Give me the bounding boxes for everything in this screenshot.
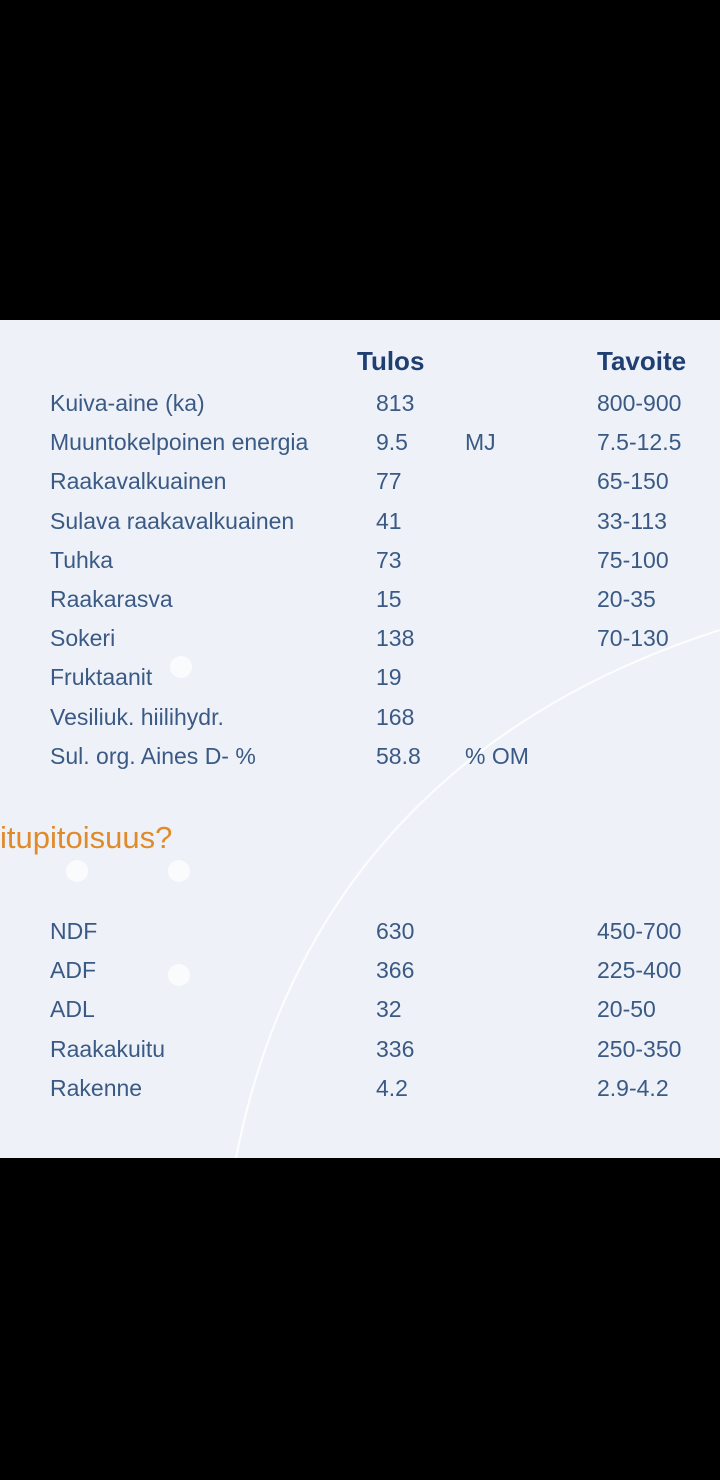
row-target: 20-50 (597, 996, 656, 1023)
table-row (0, 547, 720, 583)
row-value: 73 (376, 546, 402, 573)
row-label: Vesiliuk. hiilihydr. (50, 703, 224, 730)
row-value: 4.2 (376, 1074, 408, 1101)
row-label: ADF (50, 957, 96, 984)
table-row (0, 429, 720, 465)
row-label: Muuntokelpoinen energia (50, 429, 309, 456)
table-row (0, 390, 720, 426)
row-value: 366 (376, 957, 415, 984)
row-target: 65-150 (597, 468, 669, 495)
row-target: 33-113 (597, 507, 667, 534)
table-row (0, 957, 720, 993)
table-row (0, 664, 720, 700)
row-label: Raakarasva (50, 586, 173, 612)
row-unit: % OM (465, 742, 529, 769)
row-value: 168 (376, 703, 415, 730)
table-row (0, 996, 720, 1032)
table-row (0, 743, 720, 779)
row-label: NDF (50, 918, 98, 944)
row-value: 138 (376, 625, 415, 652)
row-value: 336 (376, 1035, 415, 1062)
section-2-title: itupitoisuus? (0, 820, 173, 855)
row-value: 19 (376, 664, 402, 691)
row-label: Rakenne (50, 1074, 143, 1101)
row-unit: MJ (465, 429, 496, 456)
table-row (0, 468, 720, 504)
table-row (0, 1075, 720, 1111)
row-value: 630 (376, 918, 415, 944)
row-label: Sokeri (50, 625, 116, 652)
header-tavoite: Tavoite (597, 346, 687, 376)
row-label: Sulava raakavalkuainen (50, 507, 295, 534)
table-row (0, 508, 720, 544)
table-row (0, 704, 720, 740)
decorative-dot (168, 860, 190, 882)
row-value: 41 (376, 507, 402, 534)
row-target: 7.5-12.5 (597, 429, 682, 456)
row-target: 75-100 (597, 546, 669, 573)
header-tulos: Tulos (357, 346, 425, 376)
row-target: 450-700 (597, 918, 682, 944)
row-target: 70-130 (597, 625, 669, 652)
row-value: 9.5 (376, 429, 408, 456)
decorative-dot (66, 860, 88, 882)
table-row (0, 918, 720, 954)
table-row (0, 586, 720, 622)
row-value: 813 (376, 390, 415, 416)
row-label: ADL (50, 996, 95, 1023)
row-label: Tuhka (50, 546, 114, 573)
row-target: 800-900 (597, 390, 682, 416)
row-label: Kuiva-aine (ka) (50, 390, 205, 416)
row-target: 20-35 (597, 586, 656, 612)
row-target: 250-350 (597, 1035, 682, 1062)
table-row (0, 625, 720, 661)
table-row (0, 1036, 720, 1072)
row-label: Raakavalkuainen (50, 468, 227, 495)
top-black-band (0, 0, 720, 320)
row-target: 225-400 (597, 957, 682, 984)
row-value: 58.8 (376, 742, 421, 769)
row-value: 15 (376, 586, 402, 612)
row-target: 2.9-4.2 (597, 1074, 669, 1101)
row-label: Fruktaanit (50, 664, 153, 691)
row-label: Sul. org. Aines D- % (50, 742, 256, 769)
row-value: 77 (376, 468, 402, 495)
row-value: 32 (376, 996, 402, 1023)
slide (0, 320, 720, 1158)
bottom-black-band (0, 1158, 720, 1480)
row-label: Raakakuitu (50, 1035, 166, 1062)
